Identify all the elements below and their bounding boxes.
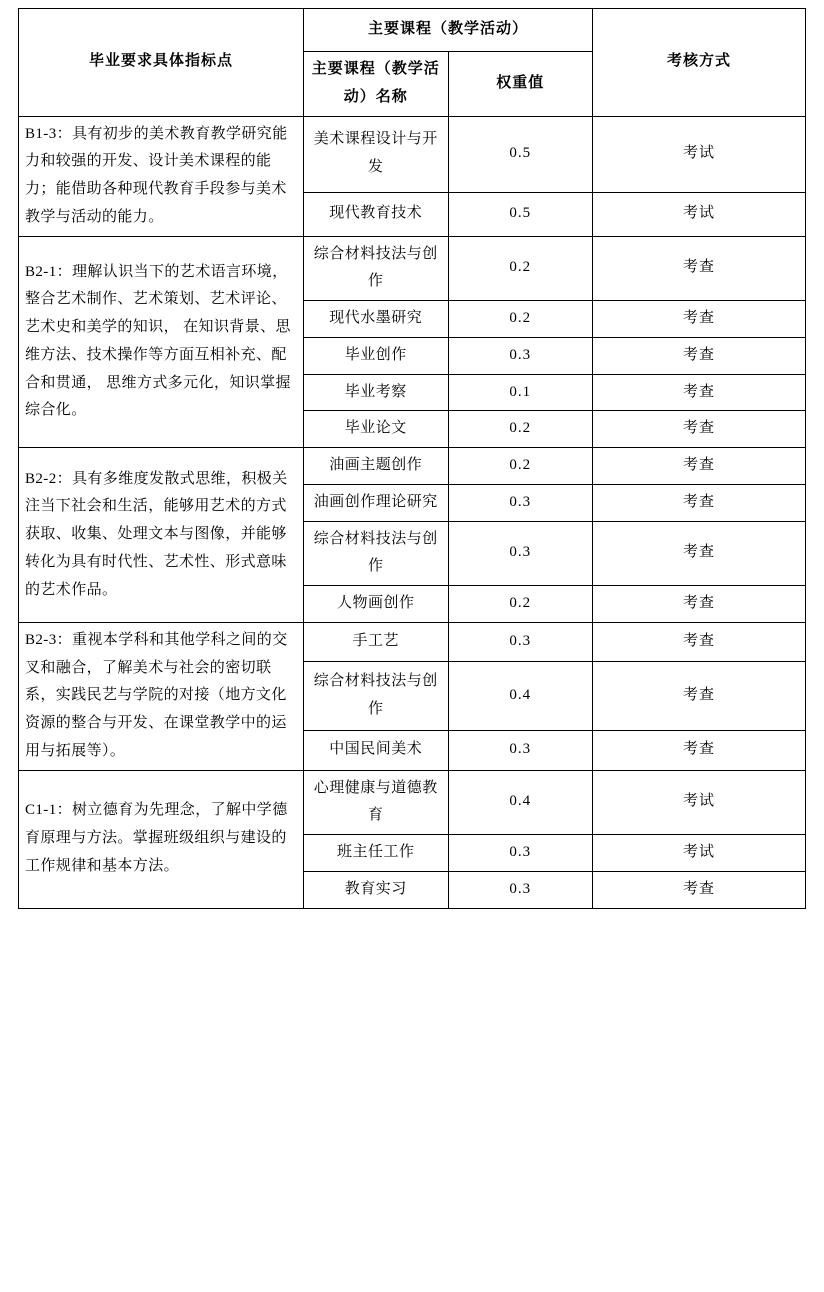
weight-cell: 0.2 <box>448 586 593 623</box>
course-name-cell: 中国民间美术 <box>304 731 449 770</box>
column-header-assessment: 考核方式 <box>593 9 806 117</box>
assessment-cell: 考查 <box>593 236 806 301</box>
table-row <box>19 236 806 301</box>
assessment-cell: 考查 <box>593 622 806 661</box>
course-name-cell: 教育实习 <box>304 871 449 908</box>
weight-cell: 0.5 <box>448 116 593 192</box>
curriculum-matrix-table <box>18 8 806 909</box>
indicator-cell: B1-3：具有初步的美术教育教学研究能力和较强的开发、设计美术课程的能力；能借助各种现代教育手段参与美术教学与活动的能力。 <box>19 116 304 236</box>
course-name-cell: 综合材料技法与创作 <box>304 236 449 301</box>
course-name-cell: 毕业创作 <box>304 337 449 374</box>
weight-cell: 0.5 <box>448 192 593 236</box>
course-name-cell: 美术课程设计与开发 <box>304 116 449 192</box>
assessment-cell: 考试 <box>593 116 806 192</box>
table-row <box>19 770 806 835</box>
header-row-top <box>19 9 806 52</box>
course-name-cell: 心理健康与道德教育 <box>304 770 449 835</box>
column-header-course-group: 主要课程（教学活动） <box>304 9 593 52</box>
assessment-cell: 考试 <box>593 770 806 835</box>
weight-cell: 0.3 <box>448 731 593 770</box>
weight-cell: 0.1 <box>448 374 593 411</box>
course-name-cell: 现代水墨研究 <box>304 301 449 338</box>
assessment-cell: 考查 <box>593 448 806 485</box>
course-name-cell: 现代教育技术 <box>304 192 449 236</box>
table-row <box>19 622 806 661</box>
assessment-cell: 考查 <box>593 871 806 908</box>
column-header-weight: 权重值 <box>448 52 593 117</box>
table-row <box>19 448 806 485</box>
assessment-cell: 考查 <box>593 411 806 448</box>
assessment-cell: 考查 <box>593 521 806 586</box>
course-name-cell: 油画创作理论研究 <box>304 484 449 521</box>
course-name-cell: 综合材料技法与创作 <box>304 662 449 731</box>
course-name-cell: 毕业论文 <box>304 411 449 448</box>
weight-cell: 0.3 <box>448 622 593 661</box>
course-name-cell: 人物画创作 <box>304 586 449 623</box>
weight-cell: 0.2 <box>448 448 593 485</box>
course-name-cell: 油画主题创作 <box>304 448 449 485</box>
weight-cell: 0.3 <box>448 484 593 521</box>
weight-cell: 0.4 <box>448 770 593 835</box>
assessment-cell: 考试 <box>593 835 806 872</box>
indicator-cell: B2-1：理解认识当下的艺术语言环境，整合艺术制作、艺术策划、艺术评论、艺术史和美学的知识， 在知识背景、思维方法、技术操作等方面互相补充、配合和贯通， 思维方式多元化，知识掌握综合化。 <box>19 236 304 448</box>
weight-cell: 0.3 <box>448 521 593 586</box>
column-header-course-name: 主要课程（教学活动）名称 <box>304 52 449 117</box>
course-name-cell: 毕业考察 <box>304 374 449 411</box>
assessment-cell: 考查 <box>593 484 806 521</box>
indicator-cell: B2-3：重视本学科和其他学科之间的交叉和融合，了解美术与社会的密切联系，实践民艺与学院的对接（地方文化资源的整合与开发、在课堂教学中的运用与拓展等）。 <box>19 622 304 770</box>
table-body <box>19 116 806 908</box>
weight-cell: 0.3 <box>448 337 593 374</box>
course-name-cell: 手工艺 <box>304 622 449 661</box>
column-header-indicator: 毕业要求具体指标点 <box>19 9 304 117</box>
weight-cell: 0.3 <box>448 835 593 872</box>
weight-cell: 0.4 <box>448 662 593 731</box>
weight-cell: 0.2 <box>448 411 593 448</box>
indicator-cell: C1-1：树立德育为先理念，了解中学德育原理与方法。掌握班级组织与建设的工作规律和基本方法。 <box>19 770 304 908</box>
weight-cell: 0.2 <box>448 236 593 301</box>
table-header <box>19 9 806 117</box>
assessment-cell: 考查 <box>593 337 806 374</box>
assessment-cell: 考试 <box>593 192 806 236</box>
assessment-cell: 考查 <box>593 731 806 770</box>
assessment-cell: 考查 <box>593 301 806 338</box>
table-row <box>19 116 806 192</box>
course-name-cell: 综合材料技法与创作 <box>304 521 449 586</box>
indicator-cell: B2-2：具有多维度发散式思维，积极关注当下社会和生活，能够用艺术的方式获取、收集、处理文本与图像，并能够转化为具有时代性、艺术性、形式意味的艺术作品。 <box>19 448 304 623</box>
course-name-cell: 班主任工作 <box>304 835 449 872</box>
assessment-cell: 考查 <box>593 586 806 623</box>
assessment-cell: 考查 <box>593 374 806 411</box>
weight-cell: 0.2 <box>448 301 593 338</box>
assessment-cell: 考查 <box>593 662 806 731</box>
weight-cell: 0.3 <box>448 871 593 908</box>
